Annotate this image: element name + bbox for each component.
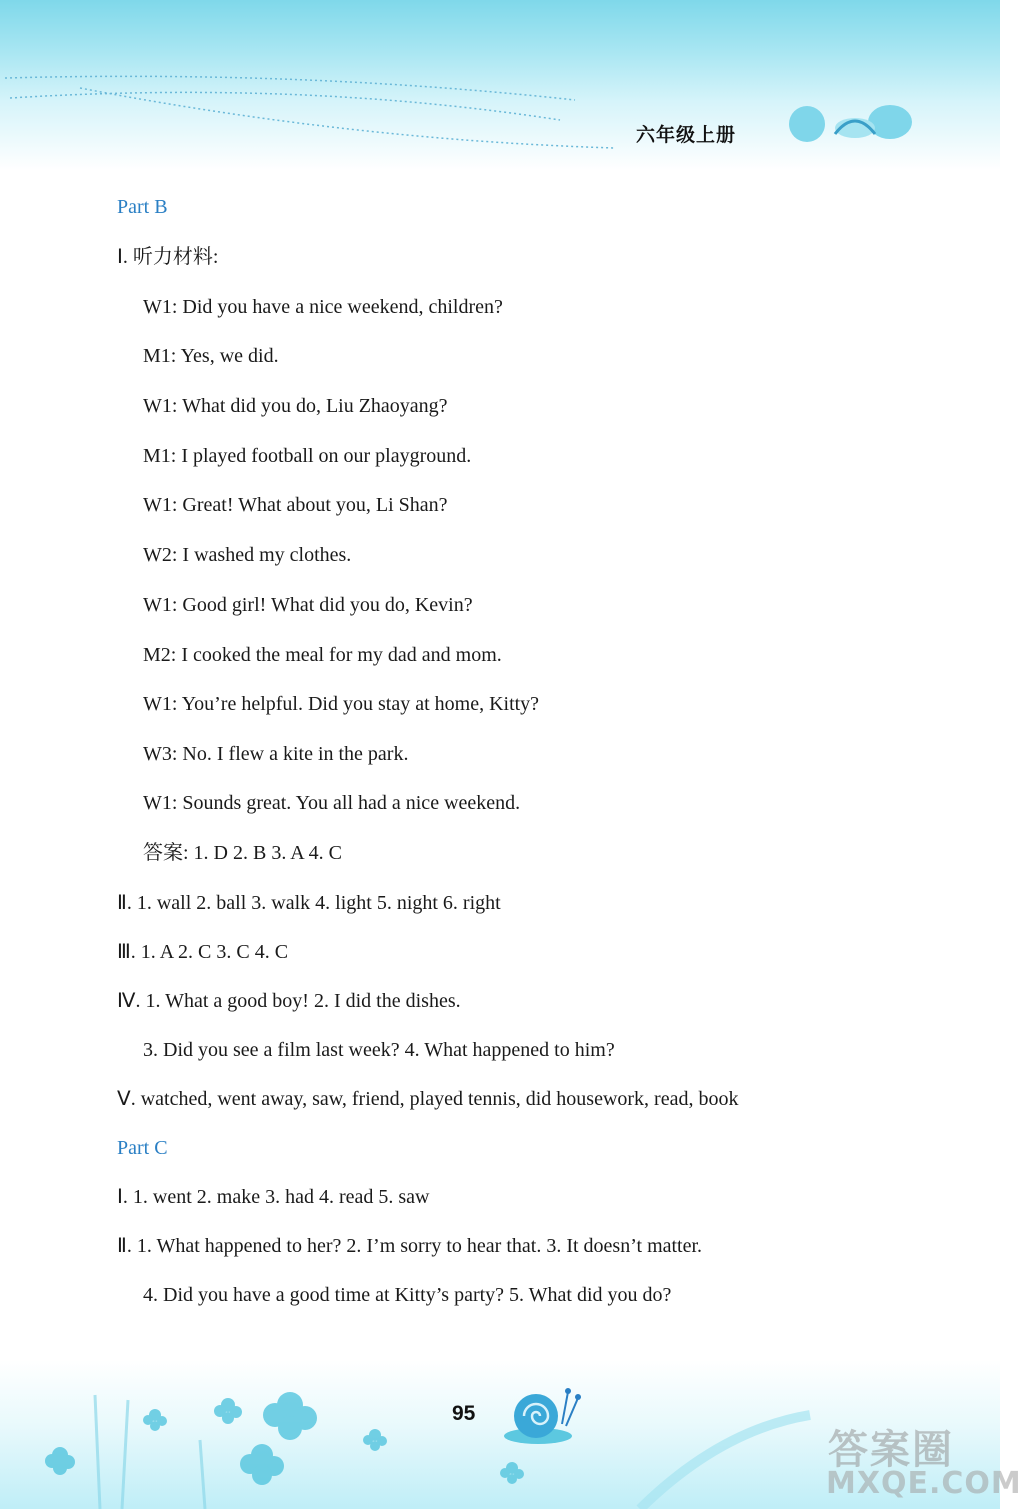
part-c-heading: Part C [117,1137,168,1159]
section-numeral: Ⅲ [117,941,131,963]
part-c-section-2-continuation: 4. Did you have a good time at Kitty’s party? 5. What did you do? [143,1284,672,1306]
part-b-section-1-title [117,244,218,270]
section-label: . 听力材料: [122,246,219,268]
dialogue-line: W1: What did you do, Liu Zhaoyang? [143,395,448,417]
part-b-section-1-answer: 答案: 1. D 2. B 3. A 4. C [143,842,342,864]
part-b-section-3 [117,939,288,965]
part-b-section-2 [117,890,501,916]
dialogue-line: M1: Yes, we did. [143,345,279,367]
grade-title: 六年级上册 [636,124,737,146]
dialogue-line: W1: You’re helpful. Did you stay at home, Kitty? [143,693,540,715]
section-text: . 1. A 2. C 3. C 4. C [130,941,289,963]
part-c-section-2 [117,1233,702,1259]
dialogue-line: W1: Good girl! What did you do, Kevin? [143,594,473,616]
part-b-section-4-continuation: 3. Did you see a film last week? 4. What happened to him? [143,1039,615,1061]
section-numeral: Ⅰ [117,246,123,268]
section-numeral: Ⅱ [117,1235,127,1257]
section-numeral: Ⅳ [117,990,136,1012]
header-flower-icon [785,98,915,146]
dialogue-line: W1: Great! What about you, Li Shan? [143,494,448,516]
dialogue-line: M2: I cooked the meal for my dad and mom. [143,644,502,666]
dialogue-line: W1: Sounds great. You all had a nice weekend. [143,792,521,814]
page-number: 95 [452,1402,476,1425]
section-text: . 1. went 2. make 3. had 4. read 5. saw [122,1186,430,1208]
part-b-heading: Part B [117,196,168,218]
snail-icon [502,1384,582,1446]
section-numeral: Ⅰ [117,1186,123,1208]
section-text: . watched, went away, saw, friend, played tennis, did housework, read, book [130,1088,739,1110]
section-numeral: Ⅴ [117,1088,131,1110]
part-c-section-1 [117,1184,430,1210]
section-text: . 1. wall 2. ball 3. walk 4. light 5. night 6. right [126,892,501,914]
dialogue-line: W3: No. I flew a kite in the park. [143,743,409,765]
watermark-logo-text: 答案圈 [828,1427,954,1473]
header-dotted-lines-decoration [0,70,620,160]
dialogue-line: W1: Did you have a nice weekend, children? [143,296,503,318]
part-b-section-4 [117,988,461,1014]
section-text: . 1. What happened to her? 2. I’m sorry to hear that. 3. It doesn’t matter. [126,1235,703,1257]
dialogue-line: W2: I washed my clothes. [143,544,352,566]
section-text: . 1. What a good boy! 2. I did the dishes. [135,990,461,1012]
watermark-site-text: MXQE.COM [826,1466,1022,1501]
dialogue-line: M1: I played football on our playground. [143,445,472,467]
section-numeral: Ⅱ [117,892,127,914]
part-b-section-5 [117,1086,738,1112]
